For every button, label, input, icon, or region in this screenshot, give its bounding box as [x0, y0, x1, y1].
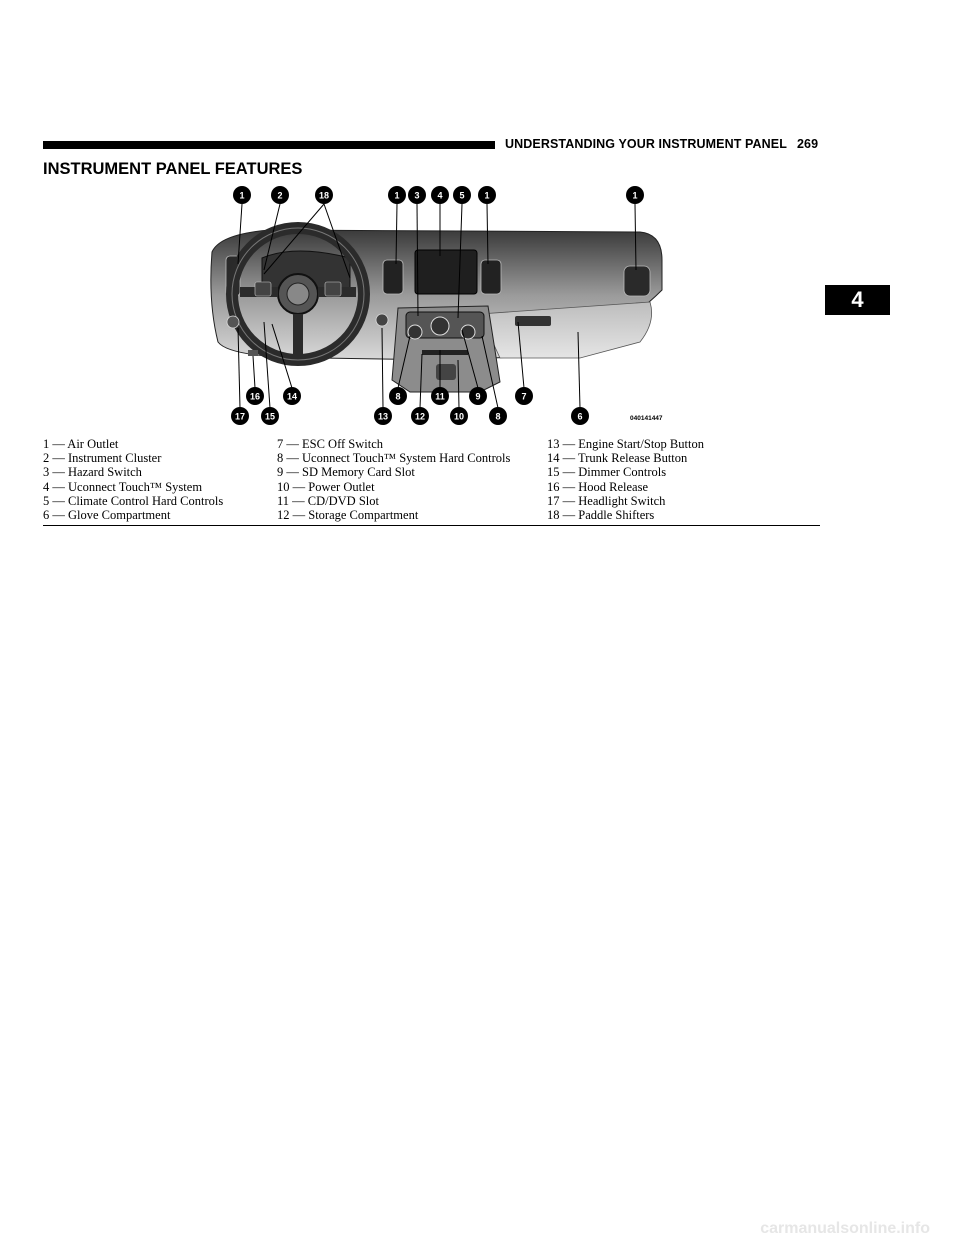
callout-top-18: [315, 186, 333, 204]
legend-item: 14 — Trunk Release Button: [547, 451, 688, 466]
callout-top-1d: [626, 186, 644, 204]
callout-top-1a: [233, 186, 251, 204]
legend-item: 11 — CD/DVD Slot: [277, 493, 379, 508]
legend-item: 17 — Headlight Switch: [547, 493, 666, 508]
callout-bottom-13: [374, 407, 392, 425]
callout-bottom-17: [231, 407, 249, 425]
callout-top-1b: [388, 186, 406, 204]
legend-item: 15 — Dimmer Controls: [547, 465, 667, 480]
legend-item: 1 — Air Outlet: [43, 437, 119, 451]
svg-text:17: 17: [234, 411, 246, 422]
legend-item: 9 — SD Memory Card Slot: [277, 465, 415, 480]
dashboard-drawing: [211, 228, 662, 392]
svg-text:1: 1: [394, 190, 400, 201]
callout-bottom-9: [469, 387, 487, 405]
callout-bottom-12: [411, 407, 429, 425]
figure-code: 040141447: [630, 415, 663, 422]
chapter-tab: 4: [825, 285, 890, 315]
svg-text:7: 7: [521, 391, 527, 402]
callout-top-3: [408, 186, 426, 204]
svg-text:9: 9: [475, 391, 481, 402]
page-number: 269: [796, 137, 819, 151]
svg-text:8: 8: [495, 411, 501, 422]
callout-bottom-10: [450, 407, 468, 425]
callout-bottom-16: [246, 387, 264, 405]
svg-text:2: 2: [277, 190, 283, 201]
svg-text:5: 5: [459, 190, 465, 201]
callout-bottom-15: [261, 407, 279, 425]
svg-text:12: 12: [414, 411, 426, 422]
svg-text:4: 4: [437, 190, 443, 201]
header-rule: [43, 141, 495, 149]
legend-item: 13 — Engine Start/Stop Button: [547, 437, 704, 451]
running-header: [505, 137, 818, 151]
callout-bottom-6: [571, 407, 589, 425]
legend-item: 12 — Storage Compartment: [277, 507, 419, 522]
svg-text:10: 10: [453, 411, 465, 422]
callout-top-1c: [478, 186, 496, 204]
svg-text:3: 3: [414, 190, 420, 201]
callout-bottom-11: [431, 387, 449, 405]
header-title: UNDERSTANDING YOUR INSTRUMENT PANEL: [505, 137, 787, 151]
svg-text:15: 15: [264, 411, 276, 422]
figure-legend: [43, 437, 820, 526]
legend-item: 5 — Climate Control Hard Controls: [43, 493, 224, 508]
legend-item: 16 — Hood Release: [547, 479, 649, 494]
callout-top-4: [431, 186, 449, 204]
svg-text:1: 1: [239, 190, 245, 201]
callout-top-2: [271, 186, 289, 204]
svg-text:11: 11: [435, 391, 445, 402]
svg-text:13: 13: [377, 411, 389, 422]
callout-top-5: [453, 186, 471, 204]
legend-item: 6 — Glove Compartment: [43, 507, 171, 522]
callout-bottom-8b: [489, 407, 507, 425]
legend-item: 2 — Instrument Cluster: [43, 451, 162, 466]
instrument-panel-illustration: [200, 182, 680, 430]
legend-column-1: [43, 437, 223, 522]
legend-item: 7 — ESC Off Switch: [277, 437, 384, 451]
svg-text:8: 8: [395, 391, 401, 402]
callout-bottom-14: [283, 387, 301, 405]
svg-text:16: 16: [249, 391, 261, 402]
callout-bottom-7: [515, 387, 533, 405]
legend-item: 10 — Power Outlet: [277, 479, 375, 494]
legend-item: 3 — Hazard Switch: [43, 465, 142, 480]
legend-item: 8 — Uconnect Touch™ System Hard Controls: [277, 451, 511, 466]
svg-text:1: 1: [632, 190, 638, 201]
section-title: INSTRUMENT PANEL FEATURES: [43, 160, 303, 178]
watermark: carmanualsonline.info: [760, 1220, 930, 1237]
svg-text:6: 6: [577, 411, 583, 422]
legend-item: 18 — Paddle Shifters: [547, 507, 655, 522]
svg-text:18: 18: [318, 190, 330, 201]
legend-column-2: [277, 437, 510, 522]
callout-bottom-8a: [389, 387, 407, 405]
legend-column-3: [547, 437, 704, 522]
svg-text:1: 1: [484, 190, 490, 201]
svg-text:14: 14: [286, 391, 298, 402]
legend-item: 4 — Uconnect Touch™ System: [43, 479, 203, 494]
